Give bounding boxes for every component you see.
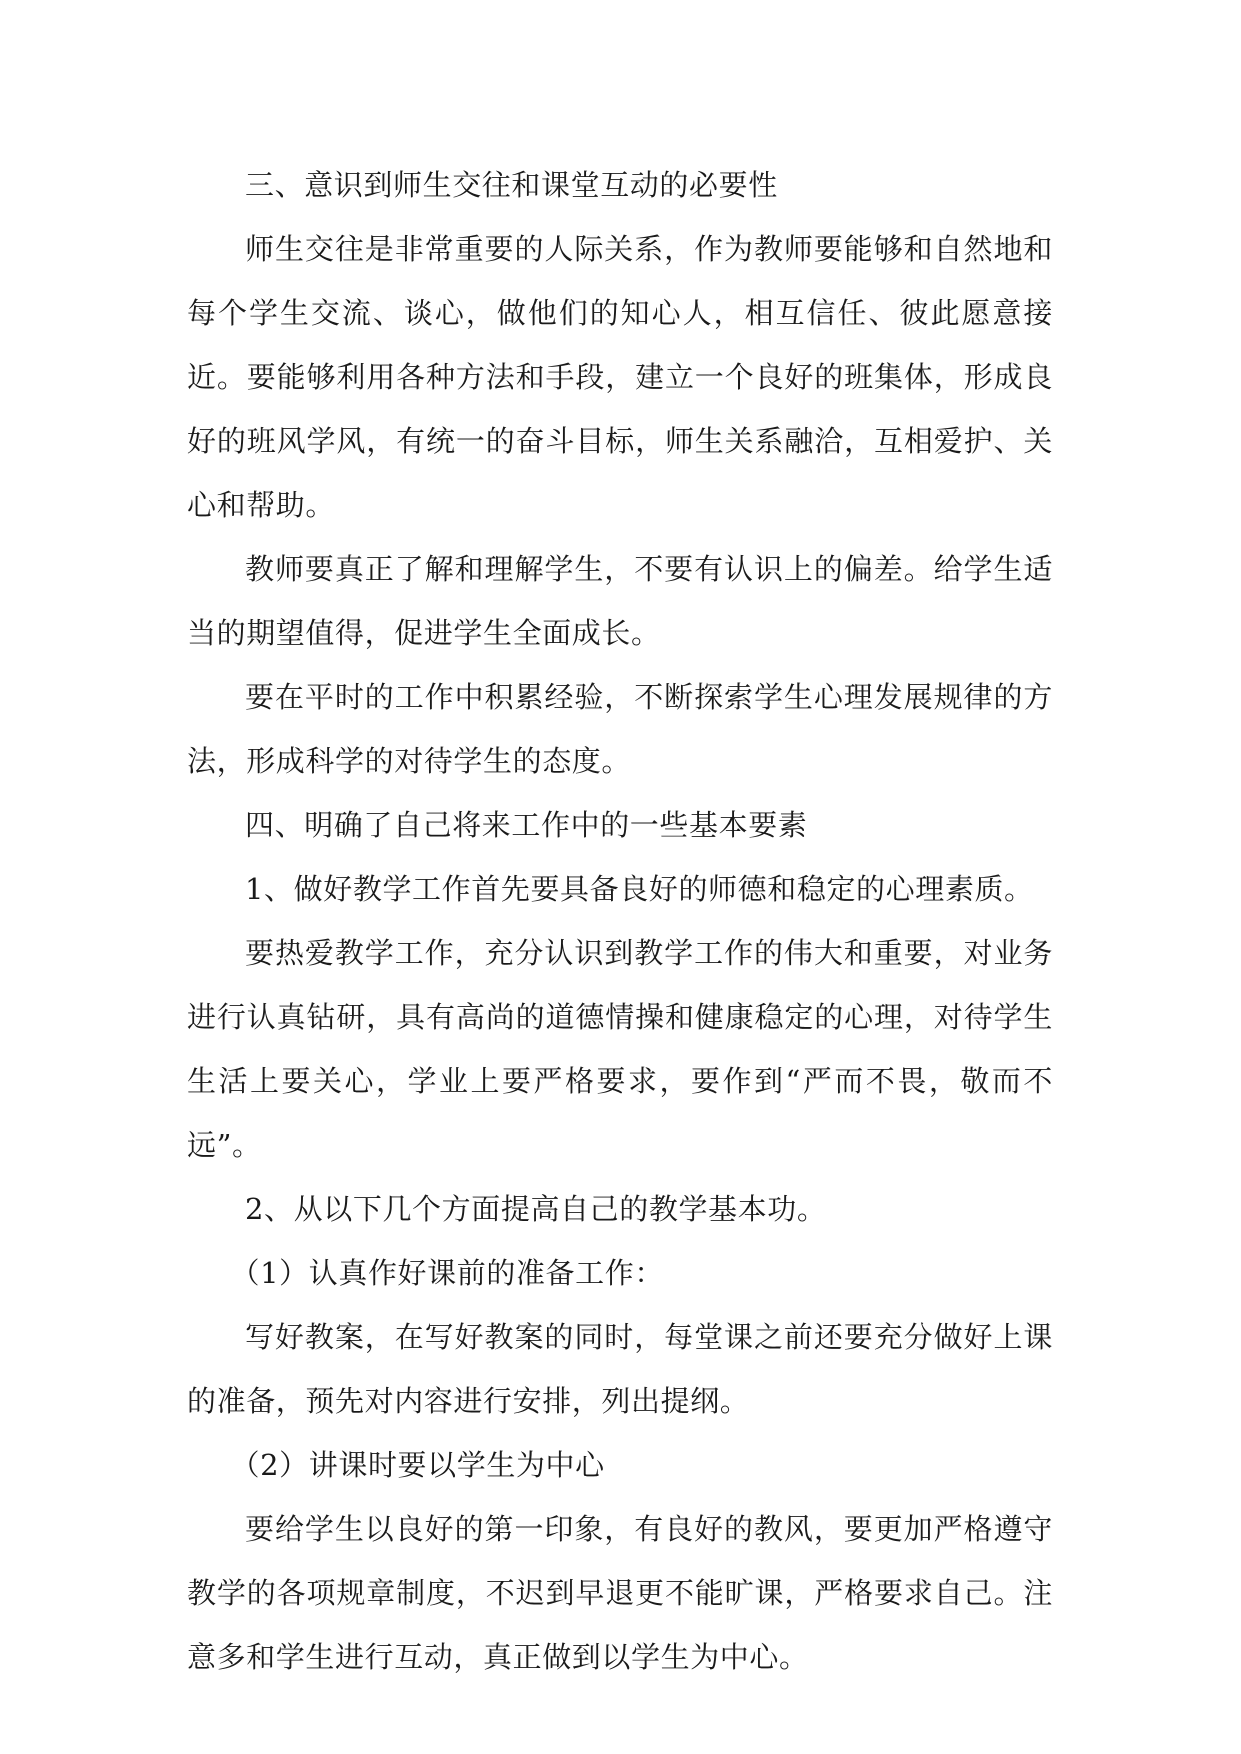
paragraph-lesson-plans: 写好教案，在写好教案的同时，每堂课之前还要充分做好上课的准备，预先对内容进行安排，列出提纲。 [187,1320,1053,1418]
paragraph-accumulate-experience: 要在平时的工作中积累经验，不断探索学生心理发展规律的方法，形成科学的对待学生的态度。 [187,680,1053,778]
paragraph-love-teaching: 要热爱教学工作，充分认识到教学工作的伟大和重要，对业务进行认真钻研，具有高尚的道德情操和健康稳定的心理，对待学生生活上要关心，学业上要严格要求，要作到“严而不畏，敬而不远”。 [187,936,1053,1162]
list-item-2: 2、从以下几个方面提高自己的教学基本功。 [245,1192,827,1226]
paragraph-understand-students: 教师要真正了解和理解学生，不要有认识上的偏差。给学生适当的期望值得，促进学生全面成长。 [187,552,1053,650]
sub-item-2: （2）讲课时要以学生为中心 [230,1448,605,1482]
list-item-1: 1、做好教学工作首先要具备良好的师德和稳定的心理素质。 [245,872,1034,906]
paragraph-student-centered: 要给学生以良好的第一印象，有良好的教风，要更加严格遵守教学的各项规章制度，不迟到早退更不能旷课，严格要求自己。注意多和学生进行互动，真正做到以学生为中心。 [187,1512,1053,1674]
section-heading-four: 四、明确了自己将来工作中的一些基本要素 [245,808,808,842]
document-body [187,153,1053,1689]
sub-item-1: （1）认真作好课前的准备工作： [230,1256,664,1290]
section-heading-three: 三、意识到师生交往和课堂互动的必要性 [245,168,778,202]
paragraph-teacher-student-relations: 师生交往是非常重要的人际关系，作为教师要能够和自然地和每个学生交流、谈心，做他们的知心人，相互信任、彼此愿意接近。要能够利用各种方法和手段，建立一个良好的班集体，形成良好的班风学风，有统一的奋斗目标，师生关系融洽，互相爱护、关心和帮助。 [187,232,1053,522]
